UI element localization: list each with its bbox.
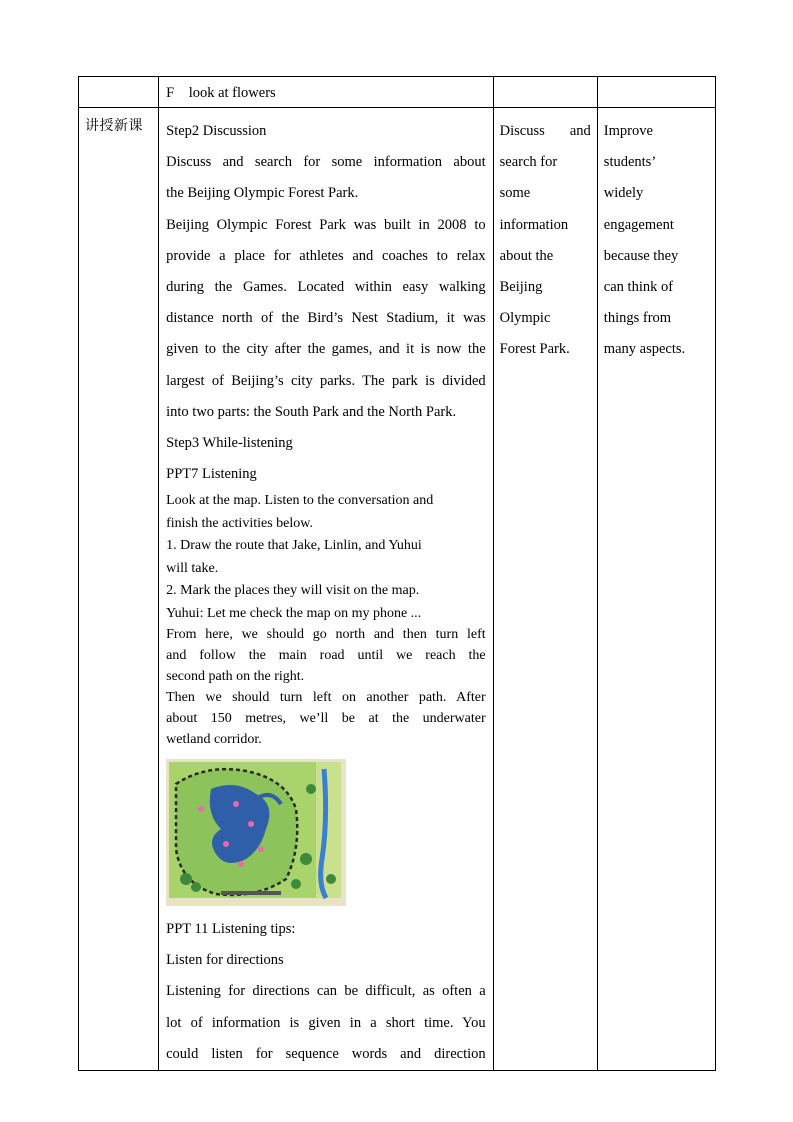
student-activity-line: Beijing	[499, 279, 543, 296]
purpose-line: many aspects.	[603, 341, 686, 358]
step2-para-line: Beijing Olympic Forest Park was built in 2008 to	[166, 216, 486, 233]
task-line: and follow the main road until we reach the	[166, 647, 486, 663]
tip-line: lot of information is given in a short time. You	[166, 1014, 486, 1031]
task-line: 2. Mark the places they will visit on the map.	[166, 583, 420, 599]
step2-intro-line: Discuss and search for some information about	[166, 154, 486, 171]
purpose-line: can think of	[603, 279, 674, 296]
step2-para-line: during the Games. Located within easy walking	[166, 279, 486, 296]
task-line: Yuhui: Let me check the map on my phone ...	[166, 605, 422, 621]
purpose-line: things from	[603, 310, 672, 327]
task-line: about 150 metres, we’ll be at the underwater	[166, 710, 486, 726]
task-line: second path on the right.	[166, 668, 305, 684]
task-line: will take.	[166, 560, 219, 576]
step3-title: Step3 While-listening	[166, 435, 293, 452]
tip-line: Listening for directions can be difficult, as often a	[166, 983, 486, 1000]
design-purpose-cell	[597, 108, 715, 1071]
section-cell	[79, 108, 159, 1071]
step2-para-line: given to the city after the games, and it is now the	[166, 341, 486, 358]
tip-heading: Listen for directions	[166, 952, 284, 969]
student-activity-line: Discuss and	[499, 123, 591, 139]
task-line: Then we should turn left on another path. After	[166, 689, 486, 705]
section-cell-empty	[79, 77, 159, 108]
purpose-line: widely	[603, 185, 644, 202]
task-line: wetland corridor.	[166, 731, 262, 747]
lesson-plan-table	[78, 76, 716, 1071]
section-label: 讲授新课	[85, 118, 143, 134]
ppt11-title: PPT 11 Listening tips:	[166, 920, 296, 937]
task-line: finish the activities below.	[166, 515, 313, 531]
step2-title: Step2 Discussion	[166, 123, 267, 139]
purpose-line: engagement	[603, 216, 674, 233]
step2-para-line: into two parts: the South Park and the North Park.	[166, 403, 457, 420]
student-activity-line: Forest Park.	[499, 341, 570, 358]
student-activity-cell	[493, 108, 597, 1071]
tip-line: could listen for sequence words and direction	[166, 1045, 486, 1062]
step2-para-line: largest of Beijing’s city parks. The park is divided	[166, 372, 486, 389]
student-activity-line: about the	[499, 247, 554, 264]
student-cell-empty	[493, 77, 597, 108]
step2-para-line: distance north of the Bird’s Nest Stadium, it was	[166, 310, 486, 327]
student-activity-line: Olympic	[499, 310, 551, 327]
task-line: Look at the map. Listen to the conversation and	[166, 493, 434, 509]
student-activity-line: some	[499, 185, 531, 202]
activity-cell	[159, 77, 494, 108]
purpose-line: Improve	[603, 123, 653, 139]
teaching-content-cell	[159, 108, 494, 1071]
task-line: 1. Draw the route that Jake, Linlin, and Yuhui	[166, 538, 422, 554]
table-row	[79, 77, 716, 108]
step2-intro-line: the Beijing Olympic Forest Park.	[166, 185, 359, 202]
student-activity-line: information	[499, 216, 569, 233]
student-activity-line: search for	[499, 154, 558, 171]
table-row	[79, 108, 716, 1071]
ppt7-title: PPT7 Listening	[166, 466, 257, 483]
park-map-image	[166, 759, 346, 906]
purpose-line: students’	[603, 154, 657, 171]
task-line: From here, we should go north and then turn left	[166, 626, 486, 642]
step2-para-line: provide a place for athletes and coaches to relax	[166, 247, 486, 264]
activity-text: F look at flowers	[166, 85, 276, 101]
purpose-line: because they	[603, 247, 679, 264]
purpose-cell-empty	[597, 77, 715, 108]
